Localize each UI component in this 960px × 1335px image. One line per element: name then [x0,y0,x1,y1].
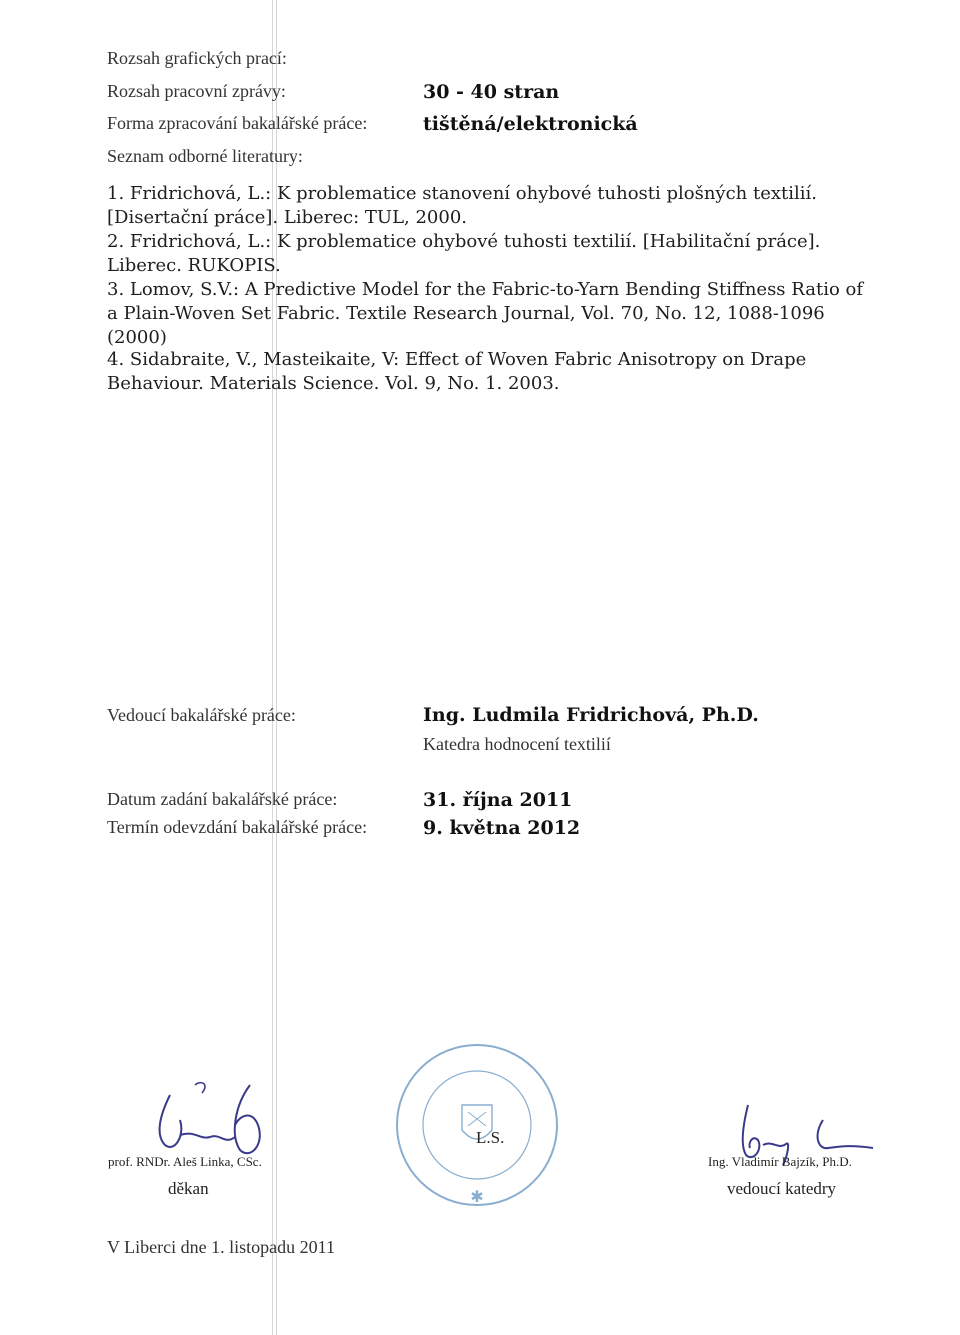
head-name: Ing. Vladimír Bajzík, Ph.D. [708,1154,852,1169]
supervisor-department: Katedra hodnocení textilií [423,734,611,754]
place-date: V Liberci dne 1. listopadu 2011 [107,1237,335,1257]
form-label: Forma zpracování bakalářské práce: [107,113,368,133]
report-scope-label: Rozsah pracovní zprávy: [107,81,286,101]
dean-signature [140,1075,280,1165]
reference-item: 2. Fridrichová, L.: K problematice ohybové tuhosti textilií. [Habilitační práce]. Liberec. RUKOPIS. [107,231,821,276]
supervisor-label: Vedoucí bakalářské práce: [107,705,296,725]
report-scope-value: 30 - 40 stran [423,81,560,103]
dean-name: prof. RNDr. Aleš Linka, CSc. [108,1154,262,1169]
literature-label: Seznam odborné literatury: [107,146,303,166]
deadline-value: 9. května 2012 [423,817,581,839]
university-stamp [392,1040,562,1210]
supervisor-name: Ing. Ludmila Fridrichová, Ph.D. [423,704,759,726]
stamp-ls-label: L.S. [476,1128,505,1147]
reference-item: 4. Sidabraite, V., Masteikaite, V: Effect of Woven Fabric Anisotropy on Drape Behaviour. Materials Science. Vol. 9, No. 1. 2003. [107,349,807,394]
form-value: tištěná/elektronická [423,113,638,135]
dean-role: děkan [168,1179,209,1198]
assigned-date-label: Datum zadání bakalářské práce: [107,789,338,809]
head-role: vedoucí katedry [727,1179,837,1198]
deadline-label: Termín odevzdání bakalářské práce: [107,817,368,837]
graphic-scope-label: Rozsah grafických prací: [107,48,287,68]
reference-item: 1. Fridrichová, L.: K problematice stanovení ohybové tuhosti plošných textilií. [Disertační práce]. Liberec: TUL, 2000. [107,183,818,228]
svg-text:✱: ✱ [470,1187,484,1206]
reference-item: 3. Lomov, S.V.: A Predictive Model for the Fabric-to-Yarn Bending Stiffness Ratio of a Plain-Woven Set Fabric. Textile Research Journal, Vol. 70, No. 12, 1088-1096 (2000) [107,279,864,348]
assigned-date-value: 31. října 2011 [423,789,573,811]
